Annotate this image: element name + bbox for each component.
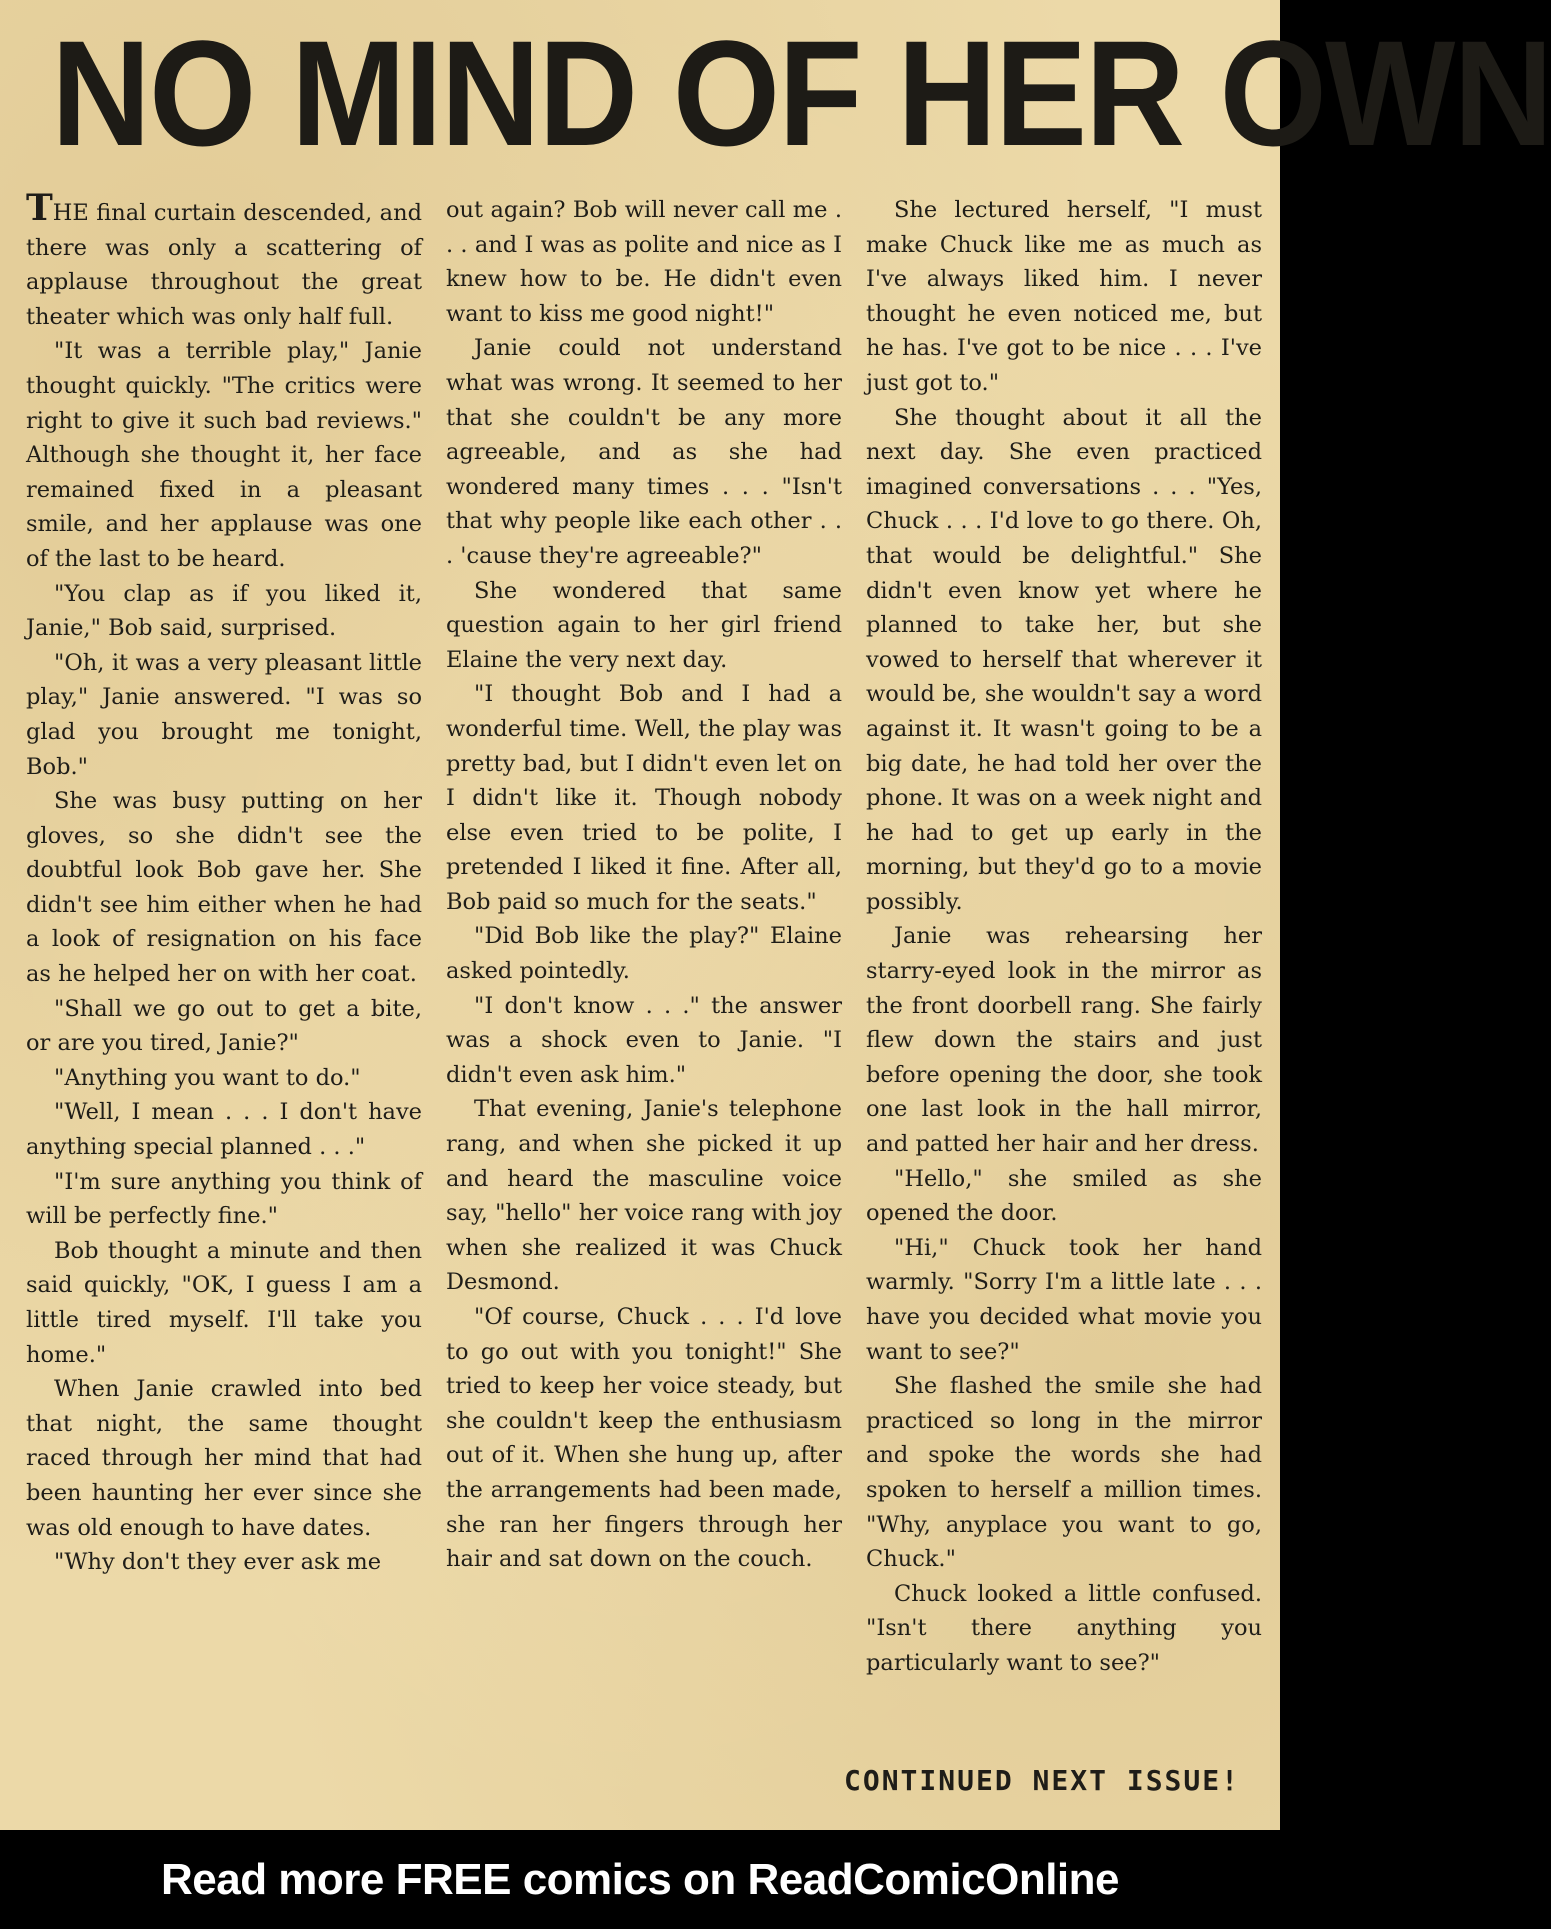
story-paragraph: She flashed the smile she had practiced so long in the mirror and spoke the words she had spoken to herself a million times. "Why, anyplace you want to go, Chuck." bbox=[866, 1373, 1262, 1573]
story-paragraph: "Oh, it was a very pleasant little play," Janie answered. "I was so glad you brought me tonight, Bob." bbox=[26, 649, 422, 780]
paragraph-text: HE final curtain descended, and there was only a scattering of applause throughout the great theater which was only half full. bbox=[26, 200, 422, 330]
story-paragraph: "Shall we go out to get a bite, or are you tired, Janie?" bbox=[26, 995, 422, 1057]
story-paragraph: When Janie crawled into bed that night, the same thought raced through her mind that had been haunting her ever since she was old enough to have dates. bbox=[26, 1376, 422, 1541]
story-paragraph: "I'm sure anything you think of will be perfectly fine." bbox=[26, 1168, 422, 1230]
text-column-2 bbox=[446, 193, 842, 1577]
story-title: NO MIND OF HER OWN bbox=[51, 9, 1551, 177]
story-paragraph: "Why don't they ever ask me bbox=[54, 1549, 382, 1576]
story-paragraph: "You clap as if you liked it, Janie," Bob said, surprised. bbox=[26, 580, 422, 642]
story-paragraph: "I thought Bob and I had a wonderful time. Well, the play was pretty bad, but I didn't even let on I didn't like it. Though nobody else even tried to be polite, I pretended I liked it fine. After all, Bob paid so much for the seats." bbox=[446, 681, 842, 915]
story-paragraph: She lectured herself, "I must make Chuck like me as much as I've always liked him. I never thought he even noticed me, but he has. I've got to be nice . . . I've just got to." bbox=[866, 197, 1262, 396]
story-paragraph: Janie was rehearsing her starry-eyed look in the mirror as the front doorbell rang. She fairly flew down the stairs and just before opening the door, she took one last look in the hall mirror, and patted her hair and her dress. bbox=[866, 923, 1262, 1158]
story-paragraph: "Did Bob like the play?" Elaine asked pointedly. bbox=[446, 923, 842, 985]
story-paragraph: "Hello," she smiled as she opened the door. bbox=[866, 1165, 1262, 1227]
story-paragraph: She wondered that same question again to her girl friend Elaine the very next day. bbox=[446, 577, 842, 673]
story-paragraph: out again? Bob will never call me . . . and I was as polite and nice as I knew how to be. He didn't even want to kiss me good night!" bbox=[446, 197, 842, 327]
story-paragraph: She was busy putting on her gloves, so she didn't see the doubtful look Bob gave her. She didn't see him either when he had a look of resignation on his face as he helped her on with her coat. bbox=[26, 788, 422, 988]
text-column-1 bbox=[26, 187, 422, 1580]
story-paragraph: That evening, Janie's telephone rang, and when she picked it up and heard the masculine voice say, "hello" her voice rang with joy when she realized it was Chuck Desmond. bbox=[446, 1096, 842, 1296]
story-paragraph: "I don't know . . ." the answer was a shock even to Janie. "I didn't even ask him." bbox=[446, 992, 842, 1088]
story-paragraph bbox=[26, 187, 422, 334]
continued-notice: CONTINUED NEXT ISSUE! bbox=[843, 1764, 1240, 1797]
drop-cap: T bbox=[26, 187, 53, 229]
footer-banner[interactable]: Read more FREE comics on ReadComicOnline bbox=[0, 1830, 1280, 1929]
text-column-3 bbox=[866, 193, 1262, 1681]
story-paragraph: "Anything you want to do." bbox=[54, 1064, 361, 1091]
story-paragraph: "Of course, Chuck . . . I'd love to go out with you tonight!" She tried to keep her voice steady, but she couldn't keep the enthusiasm out of it. When she hung up, after the arrangements had been made, she ran her fingers through her hair and sat down on the couch. bbox=[446, 1304, 842, 1573]
story-paragraph: "Well, I mean . . . I don't have anything special planned . . ." bbox=[26, 1099, 422, 1161]
story-paragraph: Chuck looked a little confused. "Isn't there anything you particularly want to see?" bbox=[866, 1580, 1262, 1676]
story-paragraph: Bob thought a minute and then said quickly, "OK, I guess I am a little tired myself. I'll take you home." bbox=[26, 1237, 422, 1368]
story-paragraph: "Hi," Chuck took her hand warmly. "Sorry I'm a little late . . . have you decided what movie you want to see?" bbox=[866, 1234, 1262, 1365]
story-paragraph: "It was a terrible play," Janie thought quickly. "The critics were right to give it such bad reviews." Although she thought it, her face remained fixed in a pleasant smile, and her applause was one of the last to be heard. bbox=[26, 338, 422, 572]
story-paragraph: She thought about it all the next day. She even practiced imagined conversations . . . "Yes, Chuck . . . I'd love to go there. Oh, that would be delightful." She didn't even know yet where he planned to take her, but she vowed to herself that wherever it would be, she wouldn't say a word against it. It wasn't going to be a big date, he had told her over the phone. It was on a week night and he had to get up early in the morning, but they'd go to a movie possibly. bbox=[866, 404, 1262, 915]
story-paragraph: Janie could not understand what was wrong. It seemed to her that she couldn't be any more agreeable, and as she had wondered many times . . . "Isn't that why people like each other . . . 'cause they're agreeable?" bbox=[446, 335, 842, 569]
